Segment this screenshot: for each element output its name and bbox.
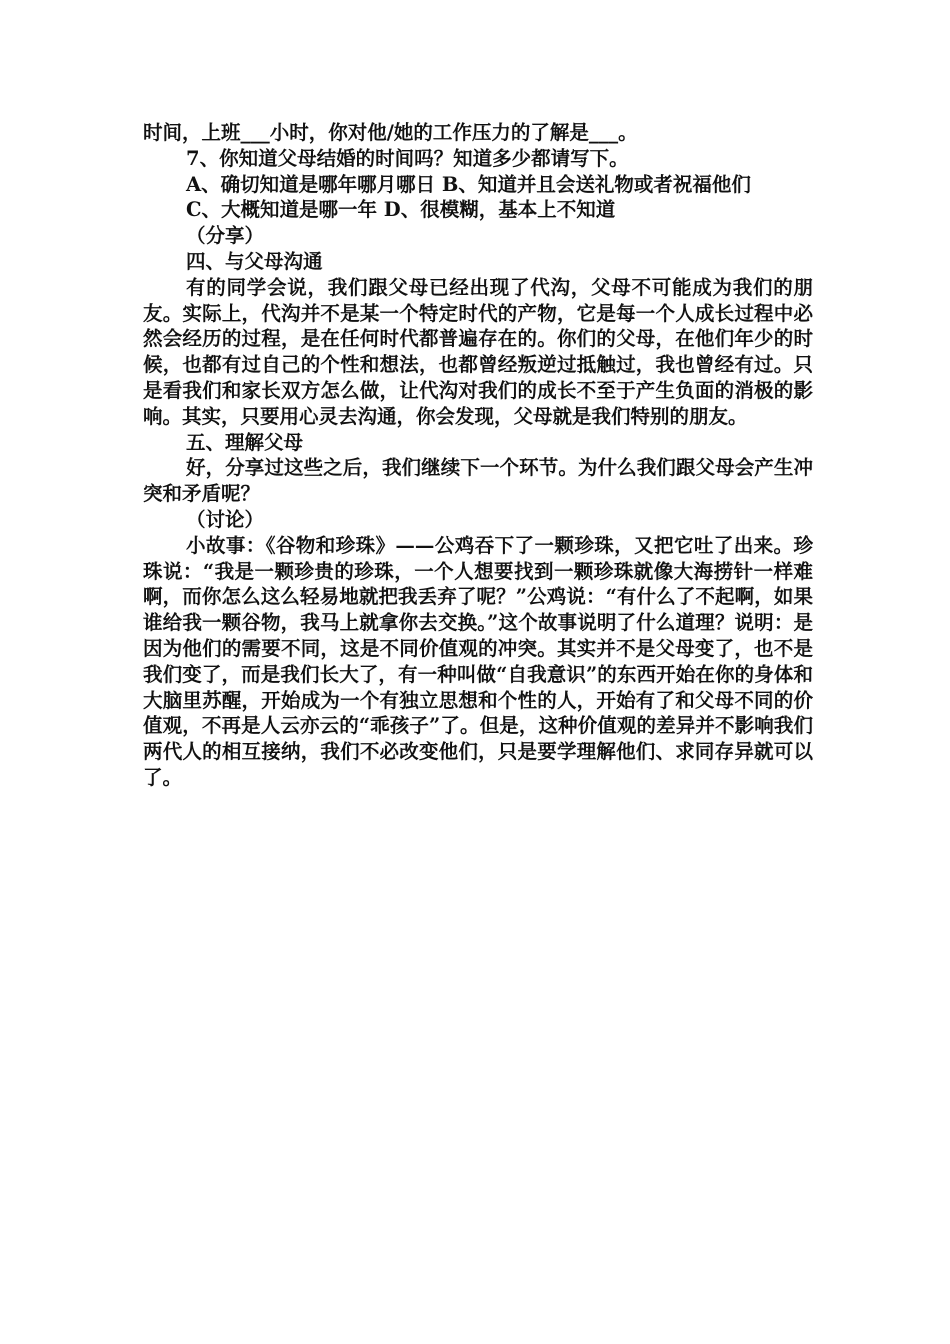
paragraph-story: 小故事：《谷物和珍珠》——公鸡吞下了一颗珍珠，又把它吐了出来。珍珠说：“我是一颗珍贵的珍珠，一个人想要找到一颗珍珠就像大海捞针一样难啊，而你怎么这么轻易地就把我丢弃了呢？”公鸡说：“有什么了不起啊，如果谁给我一颗谷物，我马上就拿你去交换。”这个故事说明了什么道理？说明：是因为他们的需要不同，这是不同价值观的冲突。其实并不是父母变了，也不是我们变了，而是我们长大了，有一种叫做“自我意识”的东西开始在你的身体和大脑里苏醒，开始成为一个有独立思想和个性的人，开始有了和父母不同的价值观，不再是人云亦云的“乖孩子”了。但是，这种价值观的差异并不影响我们两代人的相互接纳，我们不必改变他们，只是要学理解他们、求同存异就可以了。 xyxy=(143,533,813,789)
section-heading-understand: 五、理解父母 xyxy=(186,430,304,454)
question-7: 7、你知道父母结婚的时间吗？知道多少都请写下。 xyxy=(186,146,629,170)
question-7-options-a-b: A、确切知道是哪年哪月哪日 B、知道并且会送礼物或者祝福他们 xyxy=(186,172,751,196)
paragraph-conflict-question: 好，分享过这些之后，我们继续下一个环节。为什么我们跟父母会产生冲突和矛盾呢？ xyxy=(143,456,813,506)
question-7-options-c-d: C、大概知道是哪一年 D、很模糊，基本上不知道 xyxy=(186,198,616,222)
section-heading-communicate: 四、与父母沟通 xyxy=(186,249,323,273)
paragraph-generation-gap: 有的同学会说，我们跟父母已经出现了代沟，父母不可能成为我们的朋友。实际上，代沟并不是某一个特定时代的产物，它是每一个人成长过程中必然会经历的过程，是在任何时代都普遍存在的。你们的父母，在他们年少的时候，也都有过自己的个性和想法，也都曾经叛逆过抵触过，我也曾经有过。只是看我们和家长双方怎么做，让代沟对我们的成长不至于产生负面的消极的影响。其实，只要用心灵去沟通，你会发现，父母就是我们特别的朋友。 xyxy=(143,275,813,428)
discussion-note: （讨论） xyxy=(186,507,265,531)
paragraph-work-time: 时间，上班___小时，你对他/她的工作压力的了解是___。 xyxy=(143,121,638,144)
document-body xyxy=(143,120,813,791)
share-note: （分享） xyxy=(186,224,265,248)
